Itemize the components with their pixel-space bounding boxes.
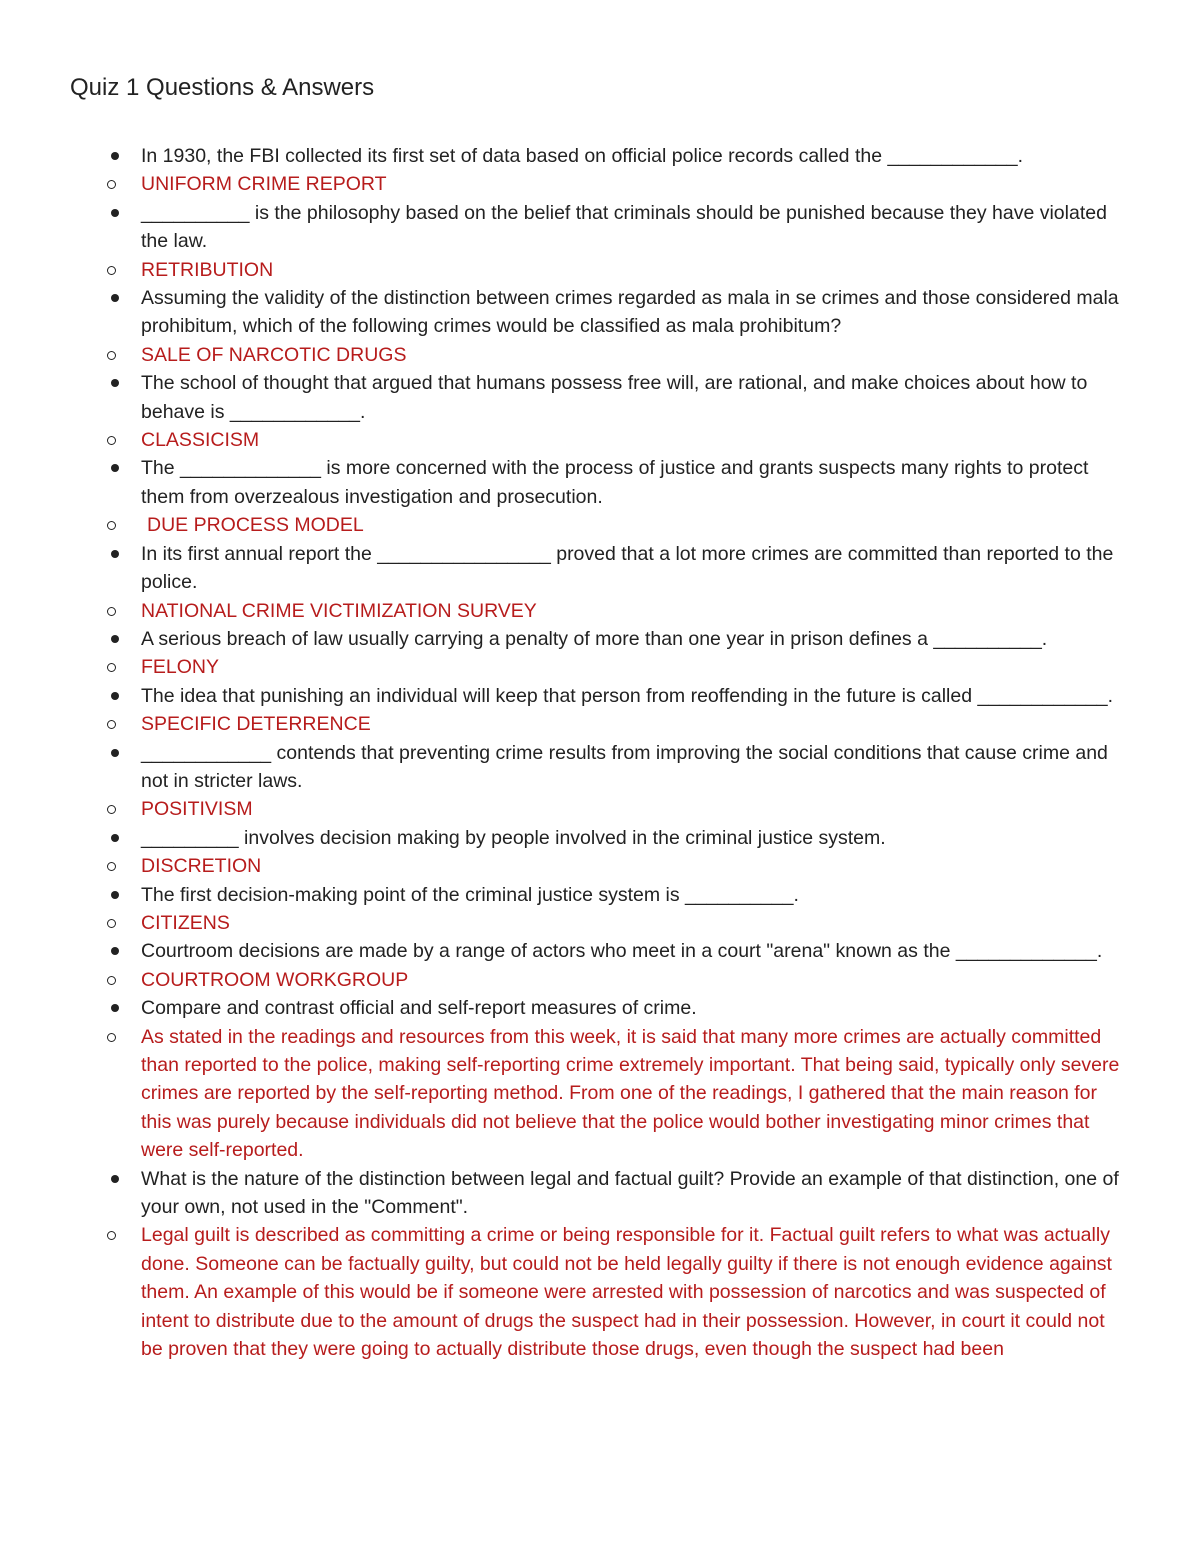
answer-text: SPECIFIC DETERRENCE (141, 713, 371, 736)
list-item (70, 625, 1140, 653)
bullet-icon (111, 891, 119, 899)
circle-bullet-icon (107, 976, 116, 985)
bullet-icon (111, 379, 119, 387)
list-item (70, 454, 1140, 511)
answer-text: UNIFORM CRIME REPORT (141, 173, 387, 196)
answer-text: As stated in the readings and resources from this week, it is said that many more crimes are actually committed than reported to the police, making self-reporting crime extremely important. That being said, typically only severe crimes are reported by the self-reporting method. From one of the readings, I gathered that the main reason for this was purely because individuals did not believe that the police would bother investigating minor crimes that were self-reported. (141, 1025, 1120, 1162)
answer-item (70, 1023, 1140, 1165)
answer-text: POSITIVISM (141, 798, 253, 821)
circle-bullet-icon (107, 862, 116, 871)
list-item (70, 142, 1140, 170)
question-text: _________ involves decision making by people involved in the criminal justice system. (141, 826, 886, 849)
bullet-icon (111, 1175, 119, 1183)
circle-bullet-icon (107, 266, 116, 275)
bullet-icon (111, 947, 119, 955)
question-text: A serious breach of law usually carrying a penalty of more than one year in prison defines a __________. (141, 627, 1048, 650)
question-text: Courtroom decisions are made by a range of actors who meet in a court "arena" known as the _____________. (141, 940, 1103, 963)
qa-list (70, 142, 1140, 1363)
question-text: In 1930, the FBI collected its first set of data based on official police records called the ____________. (141, 145, 1024, 167)
list-item (70, 1165, 1140, 1222)
list-item (70, 369, 1140, 426)
circle-bullet-icon (107, 720, 116, 729)
circle-bullet-icon (107, 663, 116, 672)
answer-item (70, 597, 1140, 625)
list-item (70, 739, 1140, 796)
answer-text: NATIONAL CRIME VICTIMIZATION SURVEY (141, 599, 537, 622)
list-item (70, 540, 1140, 597)
list-item (70, 199, 1140, 256)
list-item (70, 994, 1140, 1022)
list-item (70, 284, 1140, 341)
answer-text: DISCRETION (141, 855, 262, 878)
circle-bullet-icon (107, 351, 116, 360)
answer-item (70, 795, 1140, 823)
answer-item (70, 170, 1140, 198)
circle-bullet-icon (107, 1033, 116, 1042)
answer-text: FELONY (141, 656, 220, 679)
question-text: Compare and contrast official and self-report measures of crime. (141, 997, 697, 1020)
bullet-icon (111, 464, 119, 472)
answer-item (70, 511, 1140, 539)
question-text: The school of thought that argued that humans possess free will, are rational, and make choices about how to behave is ____________. (141, 372, 1088, 423)
answer-item (70, 710, 1140, 738)
list-item (70, 824, 1140, 852)
list-item (70, 682, 1140, 710)
bullet-icon (111, 749, 119, 757)
question-text: The _____________ is more concerned with the process of justice and grants suspects many rights to protect them from overzealous investigation and prosecution. (141, 457, 1089, 508)
bullet-icon (111, 1004, 119, 1012)
circle-bullet-icon (107, 919, 116, 928)
question-text: Assuming the validity of the distinction between crimes regarded as mala in se crimes and those considered mala prohibitum, which of the following crimes would be classified as mala prohibitum? (141, 287, 1119, 338)
question-text: __________ is the philosophy based on the belief that criminals should be punished because they have violated the law. (141, 201, 1107, 253)
list-item (70, 881, 1140, 909)
answer-text: Legal guilt is described as committing a crime or being responsible for it. Factual guilt refers to what was actually done. Someone can be factually guilty, but could not be held legally guilty if there is not enough evidence against them. An example of this would be if someone were arrested with possession of narcotics and was suspected of intent to distribute due to the amount of drugs the suspect had in their possession. However, in court it could not be proven that they were going to actually distribute those drugs, even though the suspect had been (141, 1224, 1112, 1361)
question-text: The idea that punishing an individual will keep that person from reoffending in the future is called ____________. (141, 684, 1114, 707)
answer-item (70, 256, 1140, 284)
answer-text: RETRIBUTION (141, 258, 274, 281)
circle-bullet-icon (107, 805, 116, 814)
answer-text: CLASSICISM (141, 429, 260, 452)
answer-item (70, 341, 1140, 369)
answer-item (70, 1221, 1140, 1363)
answer-item (70, 966, 1140, 994)
question-text: ____________ contends that preventing crime results from improving the social conditions that cause crime and not in stricter laws. (141, 741, 1108, 792)
answer-item (70, 852, 1140, 880)
question-text: The first decision-making point of the criminal justice system is __________. (141, 883, 799, 906)
answer-text: DUE PROCESS MODEL (147, 514, 364, 537)
answer-text: COURTROOM WORKGROUP (141, 968, 409, 991)
answer-text: CITIZENS (141, 911, 230, 934)
answer-item (70, 653, 1140, 681)
bullet-icon (111, 692, 119, 700)
bullet-icon (111, 550, 119, 558)
bullet-icon (111, 834, 119, 842)
circle-bullet-icon (107, 180, 116, 189)
bullet-icon (111, 294, 119, 302)
circle-bullet-icon (107, 607, 116, 616)
answer-item (70, 909, 1140, 937)
bullet-icon (111, 152, 119, 160)
circle-bullet-icon (107, 436, 116, 445)
page-title: Quiz 1 Questions & Answers (70, 74, 375, 101)
question-text: In its first annual report the ________________ proved that a lot more crimes are committed than reported to the police. (141, 542, 1114, 594)
circle-bullet-icon (107, 521, 116, 530)
question-text: What is the nature of the distinction between legal and factual guilt? Provide an example of that distinction, one of your own, not used in the "Comment". (141, 1167, 1119, 1219)
bullet-icon (111, 209, 119, 217)
answer-item (70, 426, 1140, 454)
list-item (70, 937, 1140, 965)
bullet-icon (111, 635, 119, 643)
circle-bullet-icon (107, 1231, 116, 1240)
answer-text: SALE OF NARCOTIC DRUGS (141, 343, 407, 366)
